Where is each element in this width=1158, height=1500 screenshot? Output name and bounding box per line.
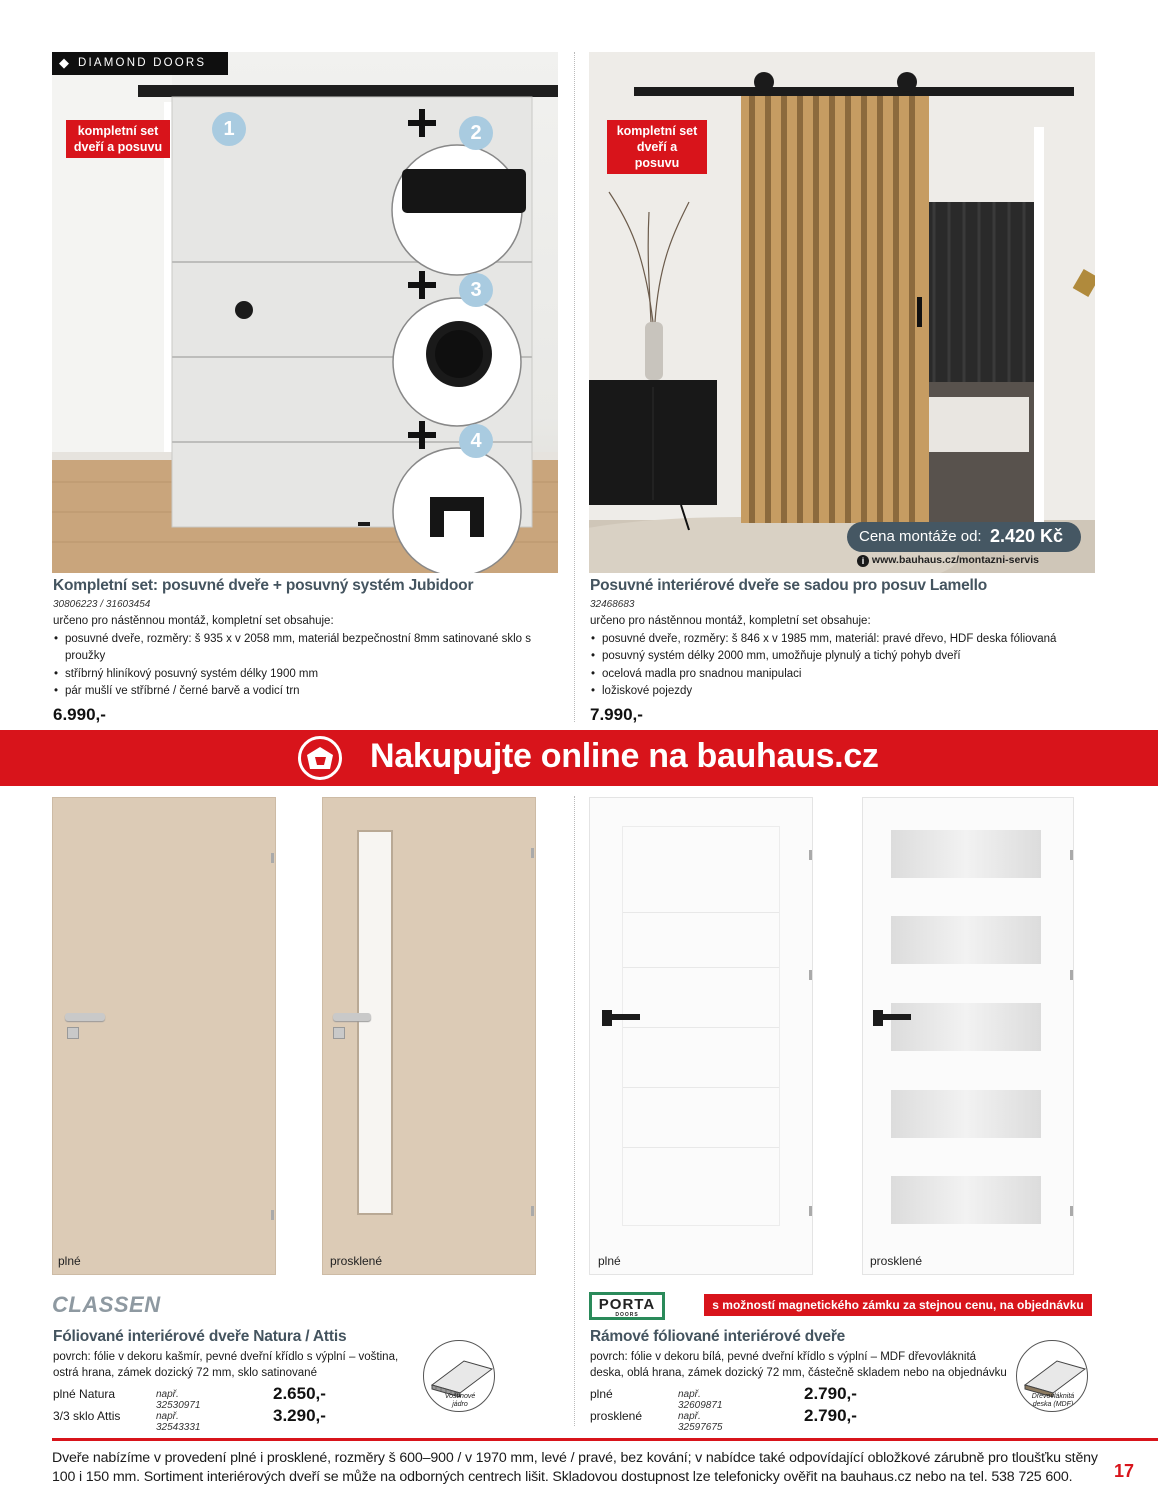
product-code: 30806223 / 31603454 [53,599,151,610]
door-lock [333,1027,345,1039]
feature-item: • pár mušlí ve stříbrné / černé barvě a vodicí trn [53,683,553,701]
door-handle [65,1013,105,1021]
feature-item: • ocelová madla pro snadnou manipulaci [590,666,1090,684]
description-intro: určeno pro nástěnnou montáž, kompletní set obsahuje: [53,615,334,627]
door-frame-glass [862,797,1074,1275]
price-row-code: např. 32543331 [156,1411,201,1433]
door-handle [333,1013,371,1021]
montage-url[interactable]: www.bauhaus.cz/montazni-servis [871,554,1039,566]
feature-item: • posuvné dveře, rozměry: š 935 x v 2058 mm, materiál bezpečnostní 8mm satinované sklo s proužky [53,631,553,666]
mdf-core-diagram [1016,1340,1088,1412]
info-icon: i [857,555,869,567]
description-intro: určeno pro nástěnnou montáž, kompletní set obsahuje: [590,615,871,627]
product-description: povrch: fólie v dekoru kašmír, pevné dveřní křídlo s výplní – voština, ostrá hrana, zámek dozický 72 mm, sklo satinované [53,1351,399,1379]
footer-note: Dveře nabízíme v provedení plné i prosklené, rozměry š 600–900 / v 1970 mm, levé / pravé, bez kování; v nabídce také odpovídající obložkové zárubně pro tloušťku stěny 100 i 150 mm. Sortiment interiérových dveří se může na odborných centrech lišit. Skladovou dostupnost lze telefonicky ověřit na bauhaus.cz nebo na tel. 538 725 600. [52,1450,1098,1485]
step-badge-1: 1 [212,112,246,146]
price-row-name: plné [590,1387,613,1401]
product-code: 32468683 [590,599,635,610]
product-description [53,613,553,701]
step-badge-4: 4 [459,424,493,458]
glass-strip [357,830,393,1215]
price-row-price: 2.650,- [273,1384,326,1403]
complete-set-tag: kompletní set dveří a posuvu [607,120,707,174]
footer-divider [52,1438,1158,1441]
product-title: Rámové fóliované interiérové dveře [590,1328,846,1345]
porta-logo-sub: DOORS [615,1312,639,1318]
core-label: Voštinové jádro [444,1393,476,1408]
diamond-doors-logo [52,52,228,75]
diamond-icon: ◆ [59,55,69,70]
price-row-price: 2.790,- [804,1406,857,1425]
honeycomb-core-diagram [423,1340,495,1412]
door-label-plain: plné [58,1254,81,1268]
porta-logo [589,1292,665,1320]
product-description: povrch: fólie v dekoru bílá, pevné dveřní křídlo s výplní – MDF dřevovláknitá deska, oblá hrana, zámek dozický 72 mm, částečně skladem nebo na objednávku [590,1351,1007,1379]
feature-list [590,631,1090,701]
porta-logo-text: PORTA [598,1296,656,1313]
door-label-plain: plné [598,1254,621,1268]
price-row-name: prosklené [590,1409,643,1423]
page-number: 17 [1114,1461,1135,1481]
magnetic-lock-badge: s možností magnetického zámku za stejnou cenu, na objednávku [704,1294,1092,1316]
product-title: Fóliované interiérové dveře Natura / Attis [53,1328,347,1345]
feature-item: • posuvné dveře, rozměry: š 846 x v 1985 mm, materiál: pravé dřevo, HDF deska fóliovaná [590,631,1090,649]
door-lock [67,1027,79,1039]
step-badge-2: 2 [459,116,493,150]
door-attis-glass [322,797,536,1275]
door-frame-plain [589,797,813,1275]
feature-item: • stříbrný hliníkový posuvný systém délky 1900 mm [53,666,553,684]
feature-item: • ložiskové pojezdy [590,683,1090,701]
complete-set-tag: kompletní set dveří a posuvu [66,120,170,158]
column-divider [574,52,575,722]
product-title: Kompletní set: posuvné dveře + posuvný systém Jubidoor [53,577,474,594]
banner-text[interactable]: Nakupujte online na bauhaus.cz [370,737,879,775]
price-row-name: 3/3 sklo Attis [53,1409,121,1423]
core-label: Dřevovláknitá deska (MDF) [1031,1393,1075,1408]
feature-list [53,631,553,701]
product-description [590,613,1090,701]
classen-logo: CLASSEN [52,1292,161,1317]
price-row-price: 2.790,- [804,1384,857,1403]
montage-label: Cena montáže od: [859,528,982,545]
product-price: 6.990,- [53,705,106,724]
montage-price: 2.420 Kč [990,526,1064,546]
product-title: Posuvné interiérové dveře se sadou pro posuv Lamello [590,577,988,594]
shop-cart-icon [298,736,342,780]
price-row-code: např. 32597675 [678,1411,723,1433]
price-row-code: např. 32530971 [156,1389,201,1411]
price-row-code: např. 32609871 [678,1389,723,1411]
montage-link[interactable] [857,554,1039,567]
door-label-glass: prosklené [330,1254,383,1268]
price-row-price: 3.290,- [273,1406,326,1425]
column-divider [574,796,575,1426]
product-price: 7.990,- [590,705,643,724]
door-label-glass: prosklené [870,1254,923,1268]
diamond-doors-text: DIAMOND DOORS [78,57,207,69]
door-natura-plain [52,797,276,1275]
feature-item: • posuvný systém délky 2000 mm, umožňuje plynulý a tichý pohyb dveří [590,648,1090,666]
price-row-name: plné Natura [53,1387,116,1401]
online-shop-banner[interactable] [0,730,1158,786]
montage-price-pill [847,522,1081,552]
step-badge-3: 3 [459,273,493,307]
